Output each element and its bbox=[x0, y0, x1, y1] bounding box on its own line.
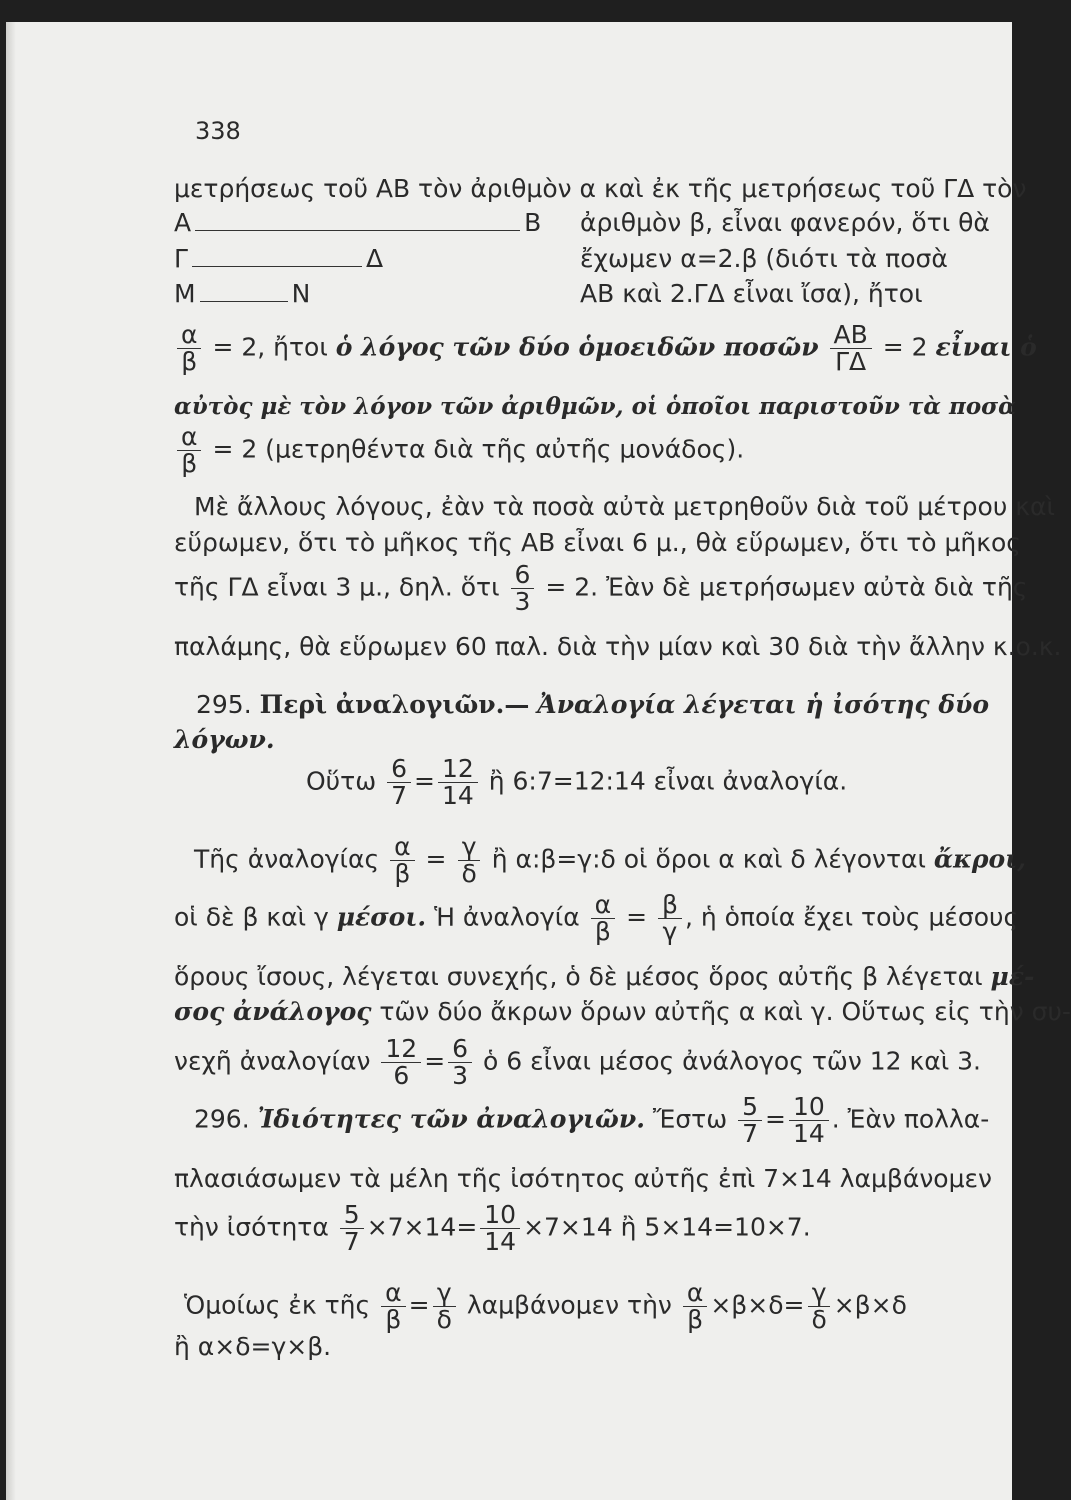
fraction: $\frac{5}{7}$ bbox=[738, 1094, 762, 1147]
section-295-heading: 295. Περὶ ἀναλογιῶν.— Ἀναλογία λέγεται ἡ ἰσότης δύο bbox=[196, 690, 990, 719]
segment-line-gd bbox=[192, 262, 362, 267]
fraction: $\frac{12}{14}$ bbox=[438, 756, 478, 809]
text-line: Μὲ ἄλλους λόγους, ἐὰν τὰ ποσὰ αὐτὰ μετρηθοῦν διὰ τοῦ μέτρου καὶ bbox=[194, 492, 1055, 521]
equation-line: $\frac{\alpha}{\beta}$ = 2 (μετρηθέντα διὰ τῆς αὐτῆς μονάδος). bbox=[174, 424, 744, 477]
bold-italic-line: αὐτὸς μὲ τὸν λόγον τῶν ἀριθμῶν, οἱ ὁποῖοι παριστοῦν τὰ ποσὰ bbox=[174, 393, 1016, 420]
page-number: 338 bbox=[195, 117, 241, 145]
section-296-heading: 296. Ἰδιότητες τῶν ἀναλογιῶν. Ἔστω $\frac{5}{7}$ = $\frac{10}{14}$ . Ἐὰν πολλα- bbox=[194, 1092, 990, 1148]
fraction: $\frac{\alpha}{\beta}$ bbox=[177, 424, 201, 477]
fraction: $\frac{\alpha}{\beta}$ bbox=[390, 834, 414, 887]
equation-line: οἱ δὲ β καὶ γ μέσοι. Ἡ ἀναλογία $\frac{\alpha}{\beta}$ = $\frac{\beta}{\gamma}$ , ἡ ὁποία ἔχει τοὺς μέσους bbox=[174, 890, 1019, 946]
text-line: εὕρωμεν, ὅτι τὸ μῆκος τῆς ΑΒ εἶναι 6 μ., θὰ εὕρωμεν, ὅτι τὸ μῆκος bbox=[174, 528, 1021, 557]
equation-line: Τῆς ἀναλογίας $\frac{\alpha}{\beta}$ = $\frac{\gamma}{\delta}$ ἢ α:β=γ:δ οἱ ὅροι α καὶ δ λέγονται ἄκροι, bbox=[194, 832, 1026, 888]
segment-mn bbox=[174, 279, 310, 309]
fraction: $\frac{6}{3}$ bbox=[448, 1036, 472, 1089]
fraction: $\frac{\alpha}{\beta}$ bbox=[381, 1280, 405, 1333]
segment-gd bbox=[174, 244, 383, 274]
text-line: μετρήσεως τοῦ ΑΒ τὸν ἀριθμὸν α καὶ ἐκ τῆς μετρήσεως τοῦ ΓΔ τὸν bbox=[174, 174, 1027, 203]
fraction: $\frac{\alpha}{\beta}$ bbox=[683, 1280, 707, 1333]
label-d: Δ bbox=[365, 244, 384, 273]
equation-line: Ὁμοίως ἐκ τῆς $\frac{\alpha}{\beta}$ = $\frac{\gamma}{\delta}$ λαμβάνομεν τὴν $\frac{\alpha}{\beta}$ ×β×δ= $\frac{\gamma}{\delta}$ ×β×δ bbox=[184, 1278, 907, 1334]
equation-line: τῆς ΓΔ εἶναι 3 μ., δηλ. ὅτι $\frac{6}{3}$ = 2. Ἐὰν δὲ μετρήσωμεν αὐτὰ διὰ τῆς bbox=[174, 560, 1028, 616]
fraction: $\frac{\beta}{\gamma}$ bbox=[658, 892, 682, 945]
fraction: $\frac{10}{14}$ bbox=[789, 1094, 829, 1147]
text-line: λόγων. bbox=[174, 725, 275, 754]
fraction: $\frac{6}{3}$ bbox=[511, 562, 535, 615]
fraction: $\frac{12}{6}$ bbox=[381, 1036, 421, 1089]
equation-line: τὴν ἰσότητα $\frac{5}{7}$ ×7×14= $\frac{10}{14}$ ×7×14 ἢ 5×14=10×7. bbox=[174, 1200, 811, 1256]
equation-line: νεχῆ ἀναλογίαν $\frac{12}{6}$ = $\frac{6}{3}$ ὁ 6 εἶναι μέσος ἀνάλογος τῶν 12 καὶ 3. bbox=[174, 1034, 981, 1090]
label-g: Γ bbox=[174, 244, 188, 273]
page-fold-shadow bbox=[6, 22, 16, 1500]
text-line: πλασιάσωμεν τὰ μέλη τῆς ἰσότητος αὐτῆς ἐπὶ 7×14 λαμβάνομεν bbox=[174, 1164, 992, 1193]
segment-ab bbox=[174, 208, 541, 238]
text-line: παλάμης, θὰ εὕρωμεν 60 παλ. διὰ τὴν μίαν καὶ 30 διὰ τὴν ἄλλην κ.ο.κ. bbox=[174, 632, 1062, 661]
fraction: $\frac{\alpha}{\beta}$ bbox=[591, 892, 615, 945]
label-b: Β bbox=[524, 208, 542, 237]
equation-line: $\frac{\alpha}{\beta}$ = 2, ἤτοι ὁ λόγος τῶν δύο ὁμοειδῶν ποσῶν $\frac{AB}{\Gamma\Delta}$ = 2 εἶναι ὁ bbox=[174, 322, 1037, 375]
label-n: Ν bbox=[291, 279, 311, 308]
text-line: ὅρους ἴσους, λέγεται συνεχής, ὁ δὲ μέσος ὅρος αὐτῆς β λέγεται μέ- bbox=[174, 962, 1035, 991]
fraction: $\frac{\alpha}{\beta}$ bbox=[177, 322, 201, 375]
text-line: ἔχωμεν α=2.β (διότι τὰ ποσὰ bbox=[580, 244, 948, 273]
equation-line: Οὕτω $\frac{6}{7}$ = $\frac{12}{14}$ ἢ 6:7=12:14 εἶναι ἀναλογία. bbox=[306, 754, 848, 810]
text-line: ἀριθμὸν β, εἶναι φανερόν, ὅτι θὰ bbox=[580, 208, 990, 237]
fraction: $\frac{5}{7}$ bbox=[340, 1202, 364, 1255]
label-a: Α bbox=[174, 208, 192, 237]
fraction: $\frac{\gamma}{\delta}$ bbox=[457, 834, 480, 887]
segment-line-mn bbox=[200, 297, 288, 302]
label-m: Μ bbox=[174, 279, 196, 308]
book-page bbox=[6, 22, 1071, 1500]
text-line: ἢ α×δ=γ×β. bbox=[174, 1332, 332, 1361]
fraction: $\frac{\gamma}{\delta}$ bbox=[807, 1280, 830, 1333]
segment-line-ab bbox=[195, 226, 520, 231]
fraction: $\frac{\gamma}{\delta}$ bbox=[433, 1280, 456, 1333]
fraction: $\frac{AB}{\Gamma\Delta}$ bbox=[830, 322, 872, 375]
text-line: ΑΒ καὶ 2.ΓΔ εἶναι ἴσα), ἤτοι bbox=[580, 279, 923, 308]
fraction: $\frac{6}{7}$ bbox=[387, 756, 411, 809]
text-line: σος ἀνάλογος τῶν δύο ἄκρων ὅρων αὐτῆς α καὶ γ. Οὕτως εἰς τὴν συ- bbox=[174, 997, 1071, 1026]
fraction: $\frac{10}{14}$ bbox=[480, 1202, 520, 1255]
